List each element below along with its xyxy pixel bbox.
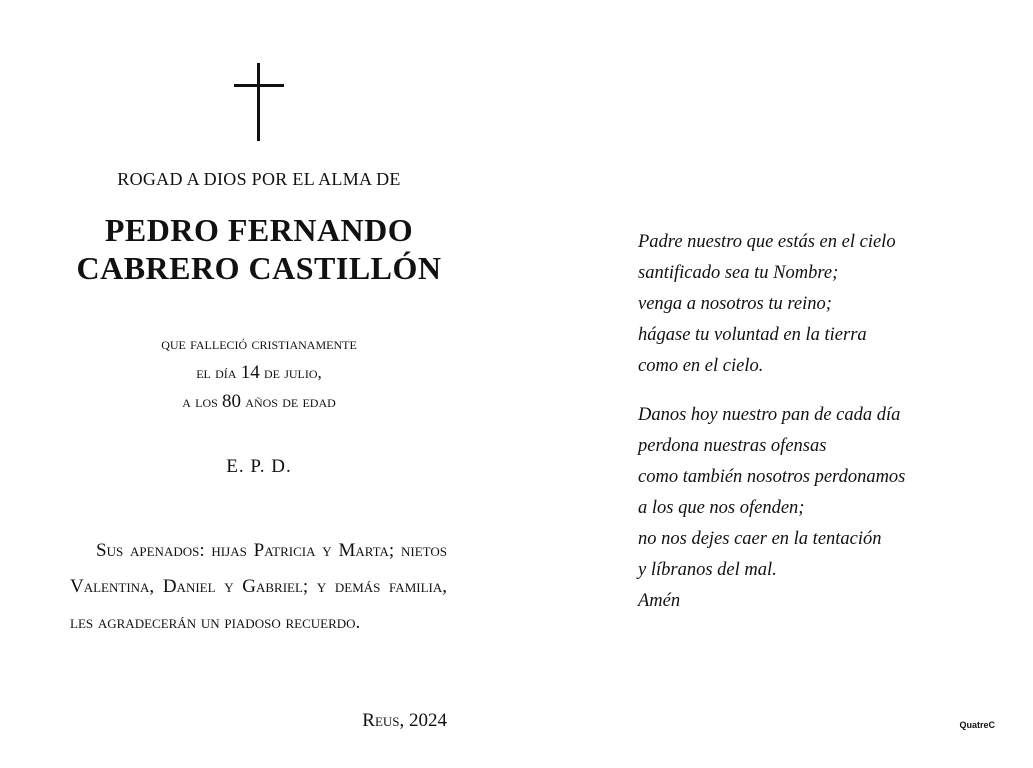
place-date: Reus, 2024 — [362, 710, 447, 731]
prayer-line: no nos dejes caer en la tentación — [638, 529, 882, 549]
death-info — [70, 329, 448, 416]
death-line-1: que falleció cristianamente — [161, 334, 357, 353]
name-line-2: CABRERO CASTILLÓN — [76, 250, 442, 286]
intro-text: ROGAD A DIOS POR EL ALMA DE — [117, 169, 401, 189]
deceased-name — [70, 211, 448, 287]
prayer-line: perdona nuestras ofensas — [638, 436, 827, 456]
prayer-line: y líbranos del mal. — [638, 560, 777, 580]
prayer-stanza-2 — [638, 400, 998, 617]
prayer-line: venga a nosotros tu reino; — [638, 294, 832, 314]
prayer-line: hágase tu voluntad en la tierra — [638, 325, 867, 345]
prayer-line: a los que nos ofenden; — [638, 498, 805, 518]
age-prefix: a los — [182, 392, 223, 411]
prayer-text — [638, 227, 998, 635]
death-day: 14 — [240, 362, 260, 383]
prayer-line: santificado sea tu Nombre; — [638, 263, 839, 283]
prayer-line: Amén — [638, 591, 681, 611]
cross-icon — [234, 63, 284, 143]
age-suffix: años de edad — [241, 392, 336, 411]
prayer-line: como en el cielo. — [638, 356, 764, 376]
name-line-1: PEDRO FERNANDO — [104, 212, 414, 248]
death-line-2 — [70, 358, 448, 387]
death-day-prefix: el día — [196, 363, 241, 382]
epd-text: E. P. D. — [226, 456, 292, 477]
death-line-3 — [70, 387, 448, 416]
brand-mark: QuatreC — [959, 720, 995, 730]
family-paragraph — [70, 533, 447, 641]
prayer-line: Danos hoy nuestro pan de cada día — [638, 405, 901, 425]
death-month: de julio, — [259, 363, 322, 382]
death-age: 80 — [222, 391, 242, 412]
family-text: Sus apenados: hijas Patricia y Marta; nietos Valentina, Daniel y Gabriel; y demás familia, les agradecerán un piadoso recuerdo. — [70, 540, 447, 633]
prayer-line: como también nosotros perdonamos — [638, 467, 906, 487]
prayer-stanza-1 — [638, 227, 998, 382]
prayer-line: Padre nuestro que estás en el cielo — [638, 232, 896, 252]
